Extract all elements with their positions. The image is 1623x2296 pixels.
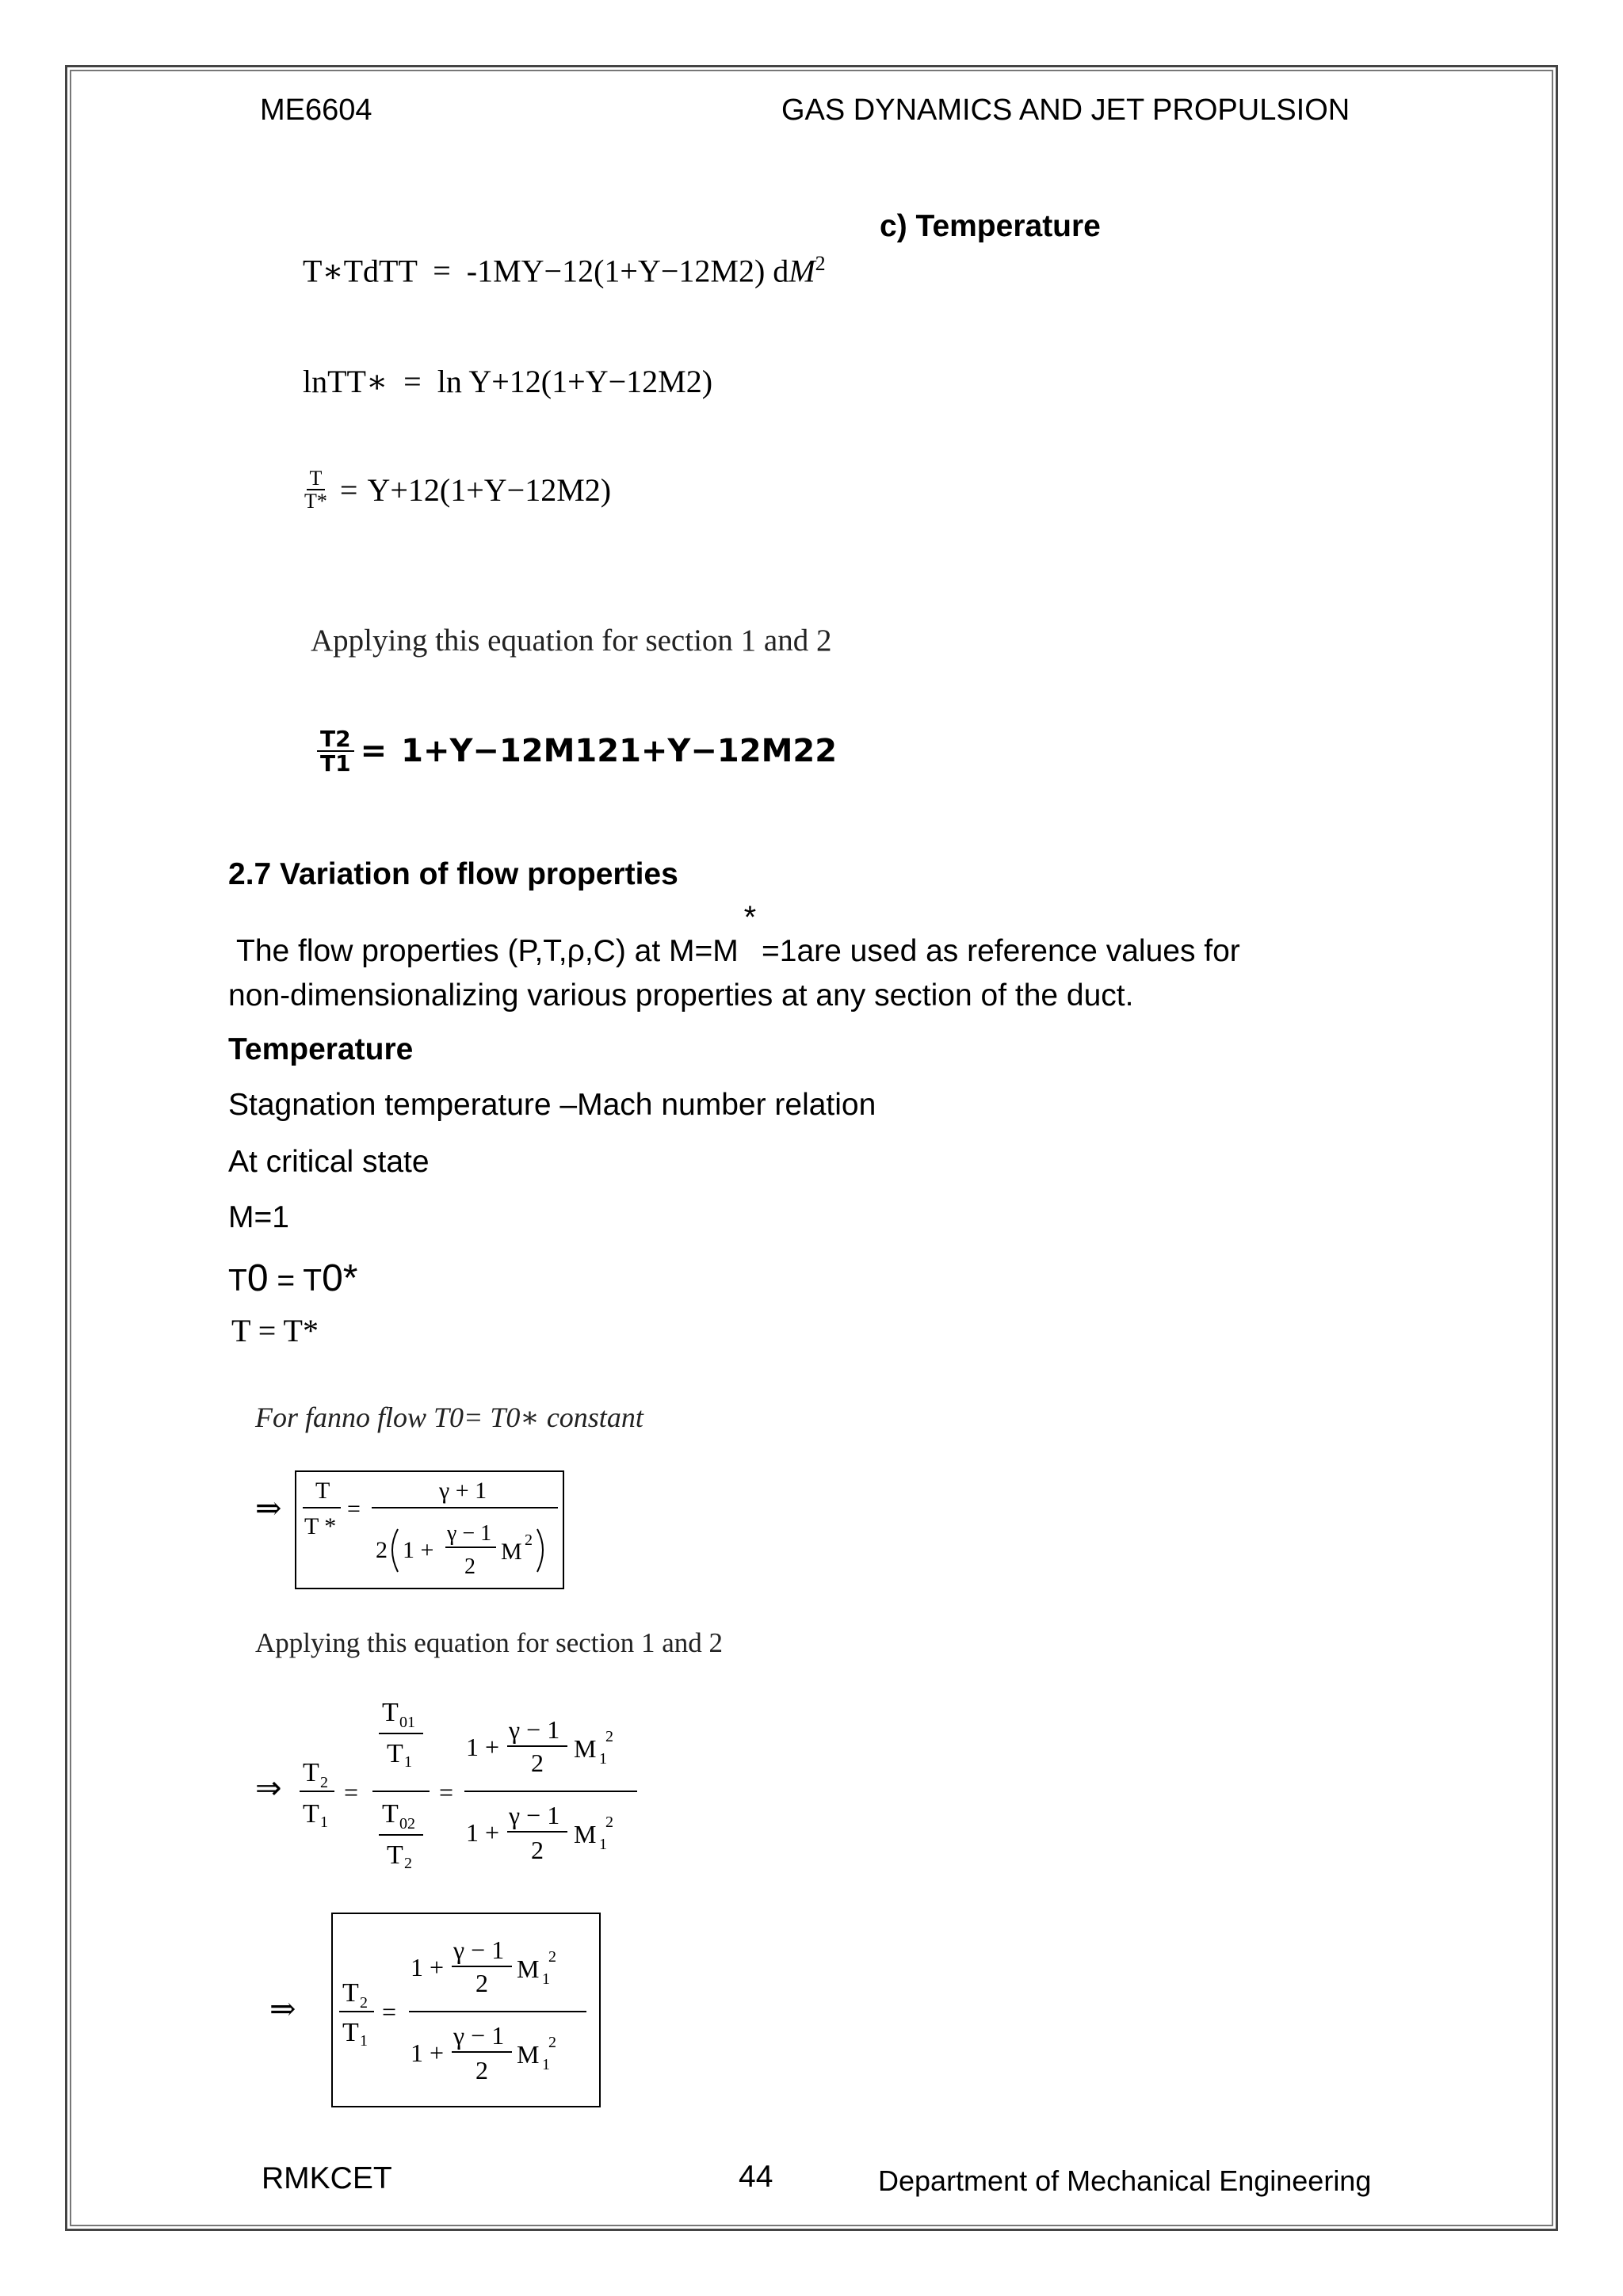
mid-top-num-sub: 01 <box>399 1714 415 1731</box>
rhs-m: M <box>574 1734 597 1763</box>
eq2-rhs: ln Y+12(1+Y−12M2) <box>437 364 713 399</box>
final-lhs-num-sub: 2 <box>360 1994 368 2012</box>
final-rhs-m: M <box>517 1955 540 1983</box>
lhs-den-sub: 1 <box>320 1814 328 1831</box>
box-rhs-num: γ + 1 <box>439 1478 487 1504</box>
box-rhs-den-frac-den: 2 <box>464 1554 475 1579</box>
eq4-equals: = <box>360 733 388 770</box>
rhs-m-exp: 2 <box>605 1728 613 1745</box>
eq3-num: T <box>307 467 326 490</box>
temperature-subheading: Temperature <box>228 1032 414 1066</box>
para-line-2: non-dimensionalizing various properties at any section of the duct. <box>228 978 1134 1013</box>
footer-page-number: 44 <box>739 2160 773 2194</box>
final-lhs-num: T <box>342 1978 359 2008</box>
final-rhs-bot-m: M <box>517 2040 540 2069</box>
rhs-bot-frac-num: γ − 1 <box>509 1801 560 1829</box>
equation-4 <box>317 727 837 776</box>
eq3-den: T* <box>304 490 327 513</box>
t0-equals-line <box>228 1257 357 1300</box>
final-rhs-bot: 1 + <box>411 2039 445 2067</box>
box-num: T <box>315 1478 330 1504</box>
final-rhs-bot-m-sub: 1 <box>542 2056 550 2073</box>
eq4-num: T2 <box>317 727 354 752</box>
final-rhs-m-exp: 2 <box>548 1948 556 1966</box>
box-eq: = <box>347 1496 361 1522</box>
final-rhs-bot-frac-den: 2 <box>475 2056 488 2084</box>
lhs-den: T <box>303 1799 319 1829</box>
rhs-bot: 1 + <box>466 1818 500 1847</box>
eq3-equals: = <box>339 471 358 508</box>
t0-eq: = T <box>268 1264 323 1298</box>
fanno-formula-box <box>295 1470 564 1589</box>
mid-bot-num-sub: 02 <box>399 1815 415 1833</box>
section-27-heading: 2.7 Variation of flow properties <box>228 857 678 891</box>
rhs-bot-frac-den: 2 <box>531 1836 544 1864</box>
header-course-title: GAS DYNAMICS AND JET PROPULSION <box>781 93 1350 127</box>
m-equals-1-line: M=1 <box>228 1200 289 1234</box>
final-formula-svg <box>333 1914 599 2106</box>
applying-text-1: Applying this equation for section 1 and 2 <box>311 624 832 658</box>
eq3-fraction <box>301 467 330 513</box>
final-formula-box <box>331 1913 601 2107</box>
compound-equation <box>252 1688 664 1890</box>
compound-equation-svg <box>252 1688 664 1886</box>
final-rhs-bot-frac-num: γ − 1 <box>453 2021 505 2050</box>
applying-text-2: Applying this equation for section 1 and 2 <box>255 1627 724 1658</box>
rhs-top: 1 + <box>466 1733 500 1761</box>
para-line1-a: The flow properties (P,T,ρ,C) at M=M <box>236 934 739 968</box>
mid-bot-num: T <box>382 1799 399 1829</box>
final-lhs-den: T <box>342 2018 359 2047</box>
final-rhs-frac-num: γ − 1 <box>453 1936 505 1964</box>
header-course-code: ME6604 <box>260 93 372 127</box>
mid-top-den: T <box>387 1739 403 1768</box>
para-star: * <box>743 900 757 935</box>
box-rhs-den-exp: 2 <box>525 1531 533 1549</box>
rhs-bot-m-sub: 1 <box>599 1836 607 1853</box>
box-rhs-den-b: 1 + <box>403 1537 434 1563</box>
critical-state-line: At critical state <box>228 1145 430 1179</box>
eq1-equals: = <box>433 253 451 289</box>
footer-institute: RMKCET <box>262 2161 392 2195</box>
rhs-frac-den: 2 <box>531 1749 544 1777</box>
mid-bot-den: T <box>387 1840 403 1870</box>
rhs-frac-num: γ − 1 <box>509 1715 560 1744</box>
t0-zero: 0 <box>246 1257 269 1299</box>
equation-2 <box>303 363 712 400</box>
eq4-fraction <box>317 727 354 776</box>
final-lhs-den-sub: 1 <box>360 2032 368 2050</box>
equation-1 <box>303 252 826 289</box>
stagnation-line: Stagnation temperature –Mach number relation <box>228 1088 876 1122</box>
final-rhs-top: 1 + <box>411 1953 445 1981</box>
box-rhs-den-a: 2 <box>376 1537 388 1563</box>
rhs-bot-m: M <box>574 1820 597 1848</box>
eq2-equals: = <box>403 364 422 399</box>
box-rhs-den-frac-num: γ − 1 <box>447 1521 492 1546</box>
eq-mid-1: = <box>344 1778 359 1806</box>
t0-star: 0* <box>322 1257 358 1299</box>
mid-bot-den-sub: 2 <box>404 1855 412 1872</box>
rhs-bot-m-exp: 2 <box>605 1814 613 1831</box>
mid-top-num: T <box>382 1698 399 1727</box>
footer-department: Department of Mechanical Engineering <box>878 2164 1372 2197</box>
final-arrow: ⇒ <box>269 1991 296 2027</box>
eq4-den: T1 <box>320 750 351 777</box>
eq2-lhs: lnTT∗ <box>303 364 388 399</box>
final-rhs-bot-m-exp: 2 <box>548 2034 556 2051</box>
lhs-num-sub: 2 <box>320 1774 328 1791</box>
fanno-arrow: ⇒ <box>255 1490 282 1526</box>
para-line-1 <box>236 900 1240 969</box>
para-line1-b: =1are used as reference values for <box>762 934 1240 968</box>
final-rhs-m-sub: 1 <box>542 1970 550 1988</box>
t0-t: T <box>228 1264 247 1298</box>
eq1-lhs: T∗TdTT <box>303 253 418 289</box>
rhs-m-sub: 1 <box>599 1750 607 1768</box>
compound-arrow: ⇒ <box>255 1770 282 1806</box>
final-eq: = <box>382 1997 397 2026</box>
final-rhs-frac-den: 2 <box>475 1969 488 1997</box>
eq4-rhs: 1+Y−12M121+Y−12M22 <box>401 733 838 770</box>
box-rhs-den-m: M <box>501 1539 522 1565</box>
mid-top-den-sub: 1 <box>404 1753 412 1771</box>
eq1-tail-var: M <box>789 253 815 289</box>
eq-mid-2: = <box>439 1778 454 1806</box>
eq1-rhs: -1MY−12(1+Y−12M2) d <box>466 253 789 289</box>
eq1-tail-exp: 2 <box>815 252 826 275</box>
equation-3 <box>301 467 611 513</box>
section-c-heading: c) Temperature <box>880 209 1101 243</box>
lhs-num: T <box>303 1758 319 1787</box>
eq3-rhs: Y+12(1+Y−12M2) <box>367 471 612 508</box>
fanno-formula-svg <box>296 1472 563 1588</box>
fanno-statement: For fanno flow T0= T0∗ constant <box>255 1402 643 1433</box>
t-equals-tstar: T = T* <box>231 1313 319 1348</box>
box-den: T * <box>304 1513 337 1539</box>
